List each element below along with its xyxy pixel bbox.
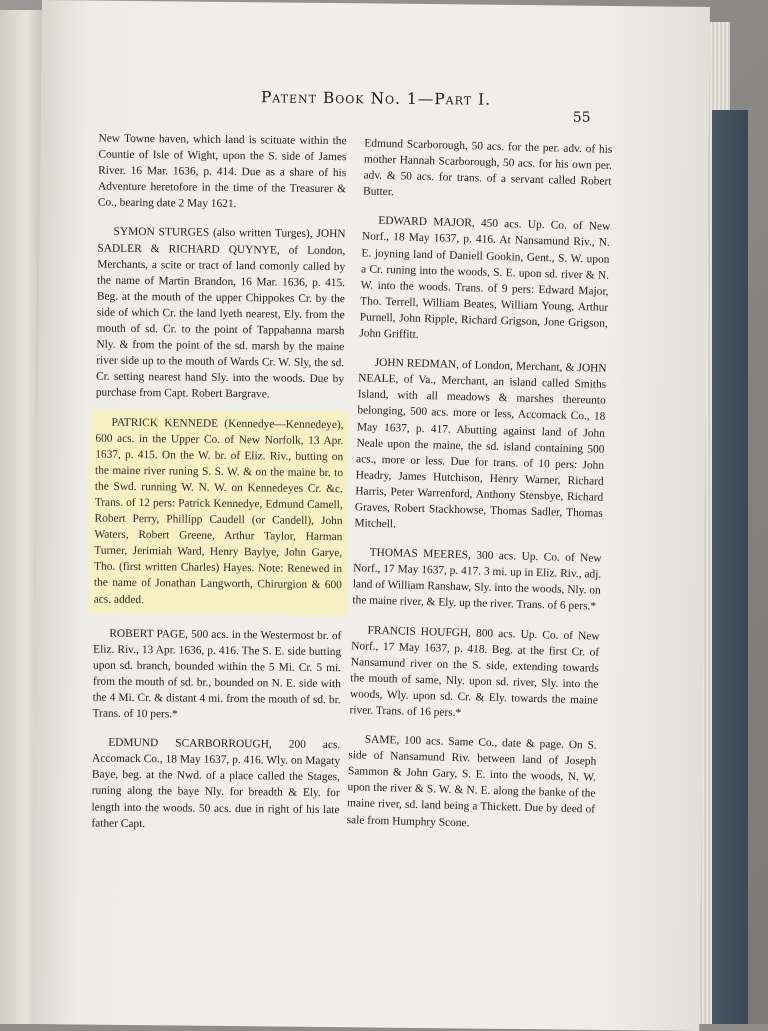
entry-same: SAME, 100 acs. Same Co., date & page. On S. side of Nansamund Riv. between land of Joseph Sammon & John Gary, S. E. into the woods, N. W. upon the river & S. W. & N. E. along the banke of the maine river, sd. land being a Thickett. Due by deed of sale from Humphry Scone. xyxy=(346,733,597,829)
entry-john-redman: JOHN REDMAN, of London, Merchant, & JOHN NEALE, of Va., Merchant, an island called Smiths Island, with all meadows & marshes thereunto belonging, 500 acs. more or less, Accomack Co., 18 May 1637, p. 417. Abutting against land of John Neale upon the maine, the sd. island containing 500 acs., more or less. Due for trans. of 10 pers: John Headry, James Hutchison, Henry Warner, Richard Harris, Peter Warrenford, Anthony Stensbye, Richard Graves, Robert Stackhowse, Thomas Sadler, Thomas Mitchell. xyxy=(354,356,607,531)
book-cover xyxy=(712,110,748,1024)
entry-thomas-meeres: THOMAS MEERES, 300 acs. Up. Co. of New Norf., 17 May 1637, p. 417. 3 mi. up in Eliz. Riv., adj. land of William Ranshaw, Sly. into the woods, Nly. on the maine river, & Ely. up the river. Trans. of 6 pers.* xyxy=(352,546,602,614)
page-number: 55 xyxy=(572,109,591,126)
book-page xyxy=(31,0,710,1031)
entry-francis-houfgh: FRANCIS HOUFGH, 800 acs. Up. Co. of New Norf., 17 May 1637, p. 418. Beg. at the first Cr. of Nansamund river on the S. side, extending towards the mouth of same, Nly. upon sd. river, Sly. into the woods, Wly. upon sd. Cr. & Ely. towards the maine river. Trans. of 16 pers.* xyxy=(349,624,600,720)
entry-patrick-kennede-highlighted: PATRICK KENNEDE (Kennedye—Kennedeye), 600 acs. in the Upper Co. of New Norfolk, 13 Apr. 1637, p. 415. On the W. br. of Eliz. Riv., butting on the maine river runing S. S. W. & on the maine br. to the Swd. running W. N. W. on Kennedeyes Cr. &c. Trans. of 12 pers: Patrick Kennedye, Edmund Camell, Robert Perry, Phillipp Caudell (or Candell), John Waters, Robert Greene, Arthur Taylor, Harman Turner, Jerimiah Ward, Henry Baylye, John Garye, Tho. (first written Charles) Hayes. Note: Renewed in the name of Jonathan Langworth, Chirurgion & 600 acs. added. xyxy=(94,414,344,610)
entry-symon-sturges: SYMON STURGES (also written Turges), JOHN SADLER & RICHARD QUYNYE, of London, Merchants, a scite or tract of land comonly called by the name of Martin Brandon, 16 Mar. 1636, p. 415. Beg. at the mouth of the upper Chippokes Cr. by the side of which Cr. the land lyeth nearest, Ely. from the mouth of sd. Cr. to the point of Tappahanna marsh Nly. & from the point of the sd. marsh by the maine river side up to the mouth of Wards Cr. W. Sly, the sd. Cr. setting nearest hand Sly. into the woods. Due by purchase from Capt. Robert Bargrave. xyxy=(95,226,346,401)
running-header: Patent Book No. 1—Part I. xyxy=(260,88,492,109)
entry-new-towne-haven: New Towne haven, which land is scituate within the Countie of Isle of Wight, upon the S. side of James River. 16 Mar. 1636, p. 414. Due as a share of his Adventure heretofore in the time of the Treasurer & Co., bearing date 2 May 1621. xyxy=(97,132,347,211)
right-column xyxy=(346,135,612,847)
left-column xyxy=(91,131,346,847)
entry-edmund-scarborough-cont: Edmund Scarborough, 50 acs. for the per. adv. of his mother Hannah Scarborough, 50 acs. for his own per. adv. & 50 acs. for trans. of a servant called Robert Butter. xyxy=(362,137,613,199)
entry-edmund-scarborrough: EDMUND SCARBORROUGH, 200 acs. Accomack Co., 18 May 1637, p. 416. Wly. on Magaty Baye, beg. at the Nwd. of a place called the Stages, runing along the baye Nly. for breadth & Ely. for length into the woods. 50 acs. due in right of his late father Capt. xyxy=(91,736,341,830)
entry-robert-page: ROBERT PAGE, 500 acs. in the Westermost br. of Eliz. Riv., 13 Apr. 1636, p. 416. The S. E. side butting upon sd. branch, bounded within the 5 Mi. Cr. 5 mi. from the mouth of sd. br., bounded on N. E. side with the 4 Mi. Cr. & distant 4 mi. from the mouth of sd. br. Trans. of 10 pers.* xyxy=(92,627,342,721)
entry-edward-major: EDWARD MAJOR, 450 acs. Up. Co. of New Norf., 18 May 1637, p. 416. At Nansamund Riv., N. E. joyning land of Daniell Gookin, Gent., S. W. upon a Cr. runing into the woods, S. E. upon sd. river & N. W. into the woods. Trans. of 9 pers: Edward Major, Tho. Terrell, William Beates, William Young, Arthur Purnell, John Ripple, Richard Grigson, Jone Grigson, John Griffitt. xyxy=(359,215,611,341)
